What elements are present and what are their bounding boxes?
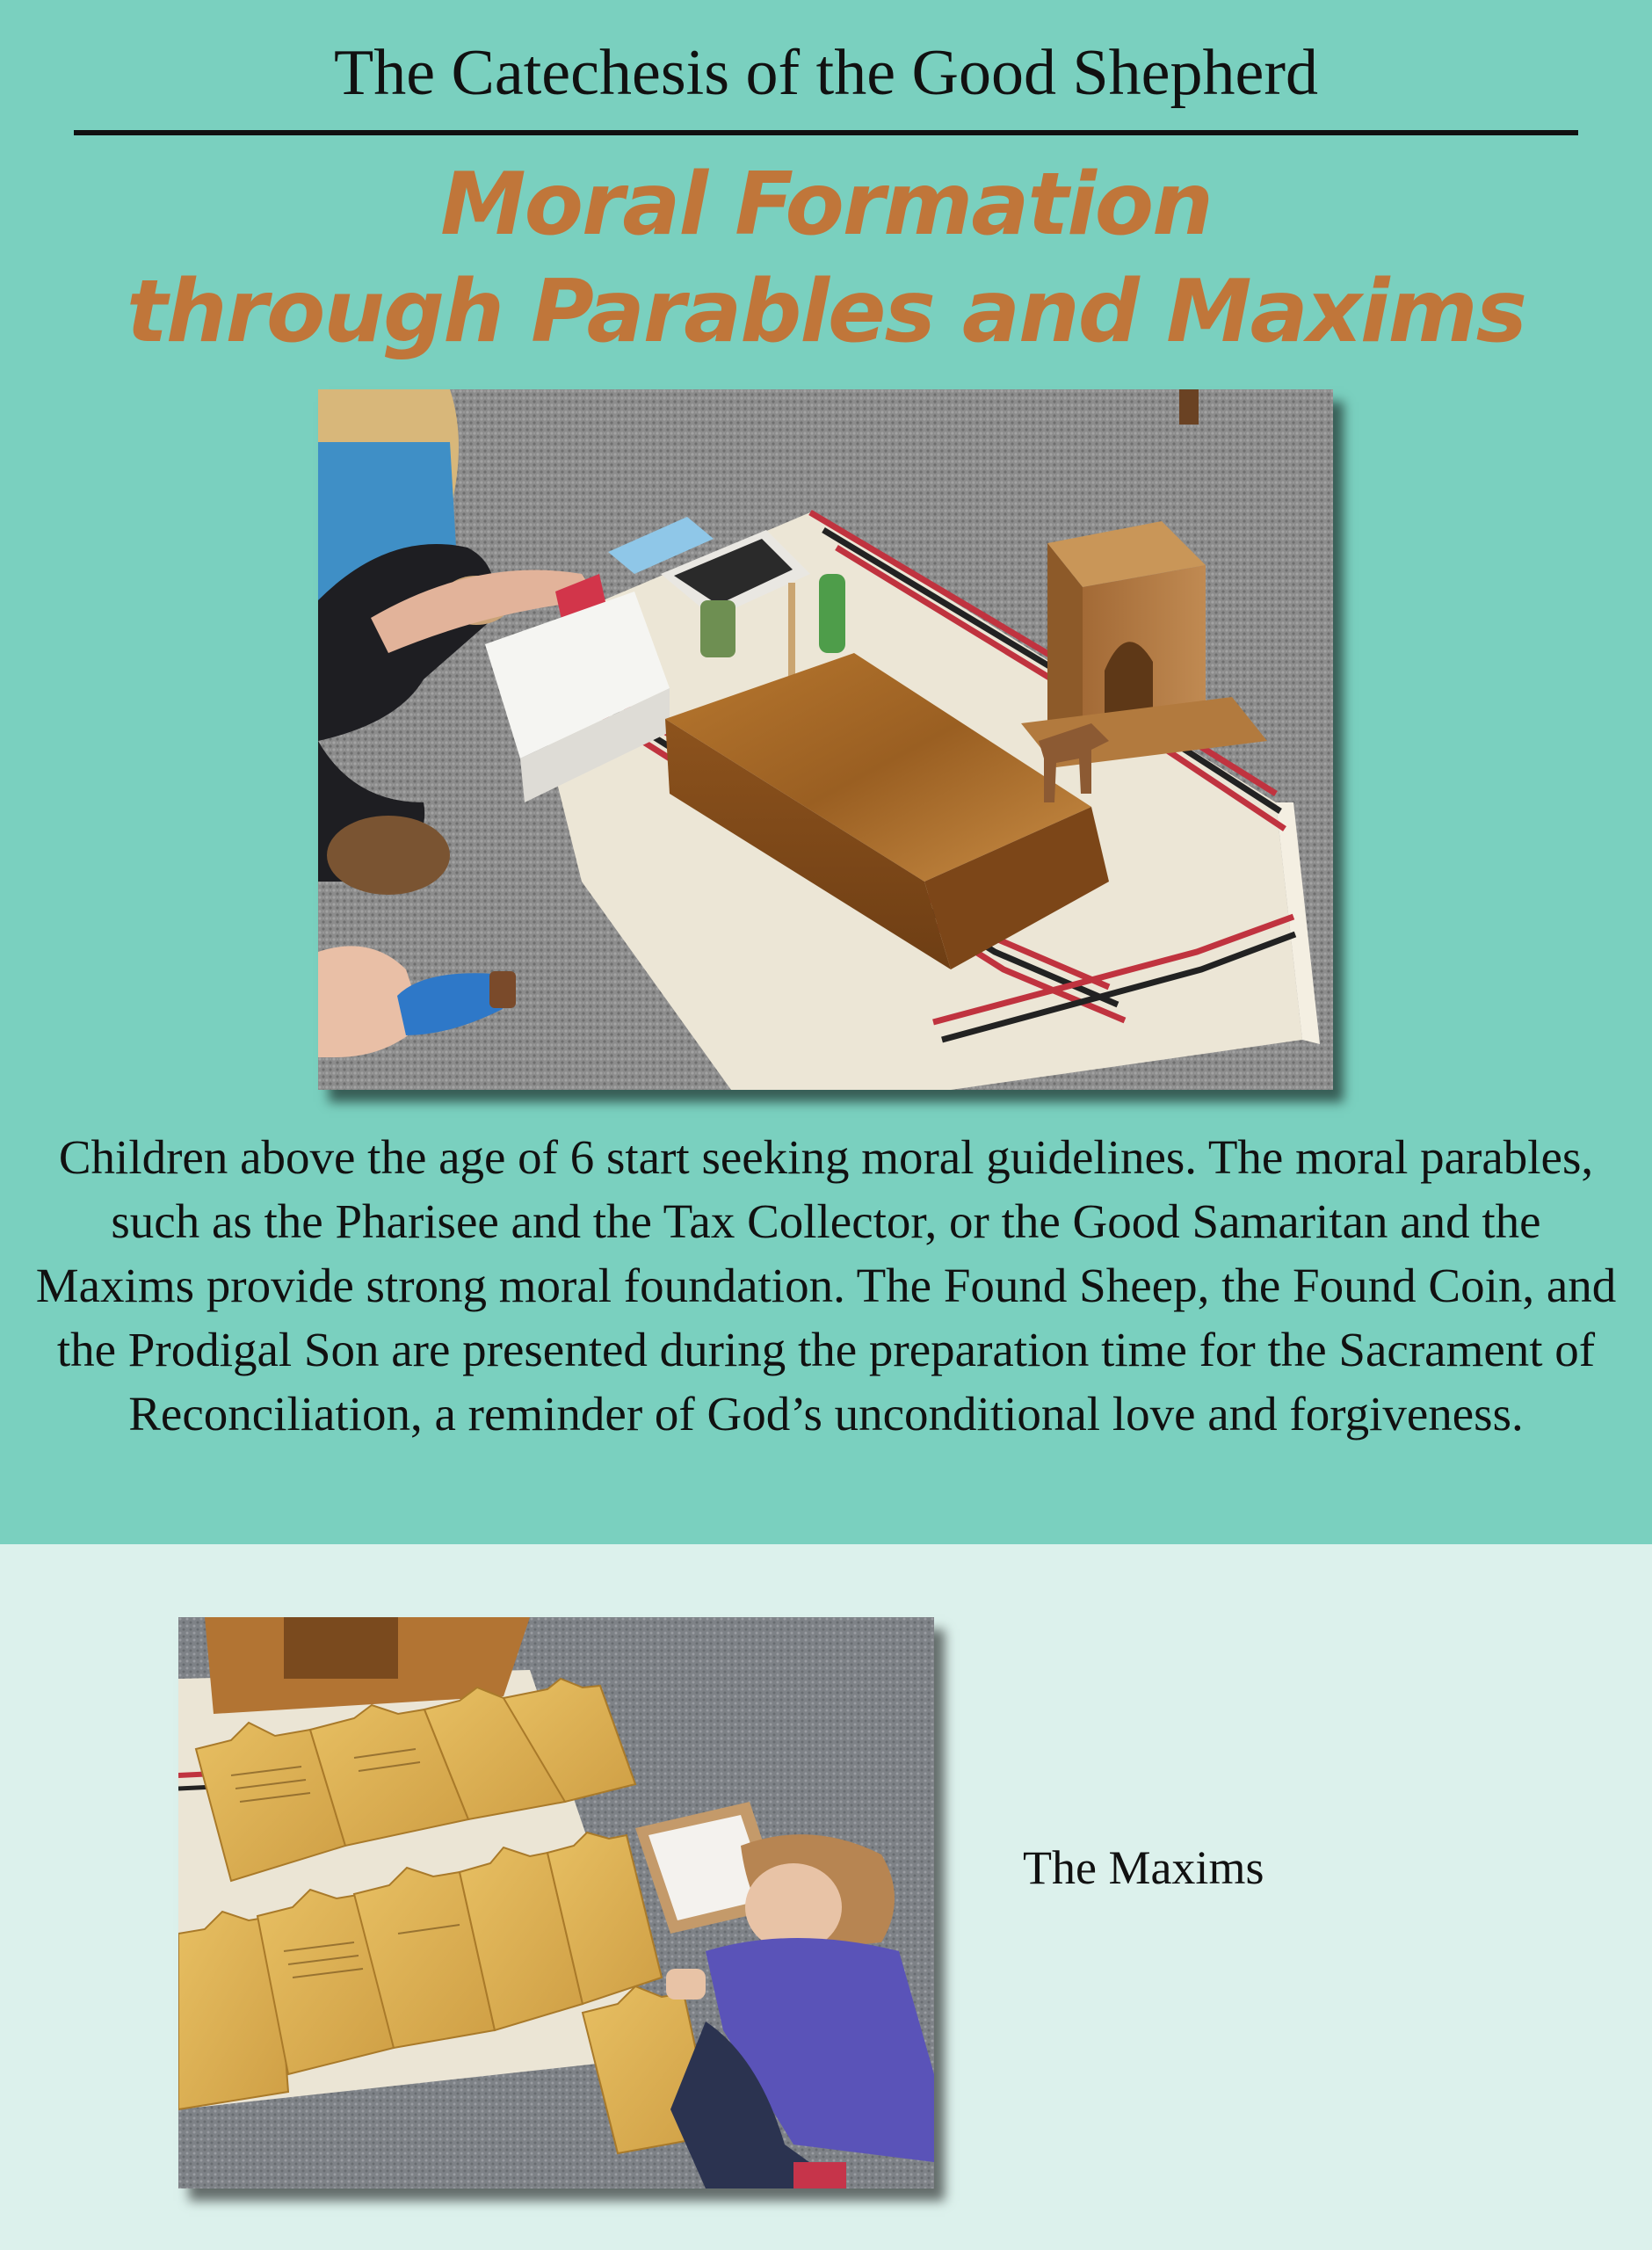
parable-materials-photo bbox=[318, 389, 1333, 1090]
page-title-line-2: through Parables and Maxims bbox=[127, 262, 1525, 362]
maxims-illustration bbox=[178, 1617, 934, 2188]
maxims-caption: The Maxims bbox=[1023, 1841, 1264, 1894]
parable-materials-illustration bbox=[318, 389, 1333, 1090]
page-title-line-1: Moral Formation bbox=[440, 155, 1212, 255]
header-divider bbox=[74, 130, 1578, 135]
page-title bbox=[0, 151, 1652, 366]
org-title: The Catechesis of the Good Shepherd bbox=[334, 37, 1318, 109]
maxims-photo bbox=[178, 1617, 934, 2188]
description-paragraph: Children above the age of 6 start seeking moral guidelines. The moral parables, such as the Pharisee and the Tax Collector, or the Good Samaritan and the Maxims provide strong moral foundation. The Found Sheep, the Found Coin, and the Prodigal Son are presented during the preparation time for the Sacrament of Reconciliation, a reminder of God’s unconditional love and forgiveness. bbox=[35, 1130, 1617, 1441]
